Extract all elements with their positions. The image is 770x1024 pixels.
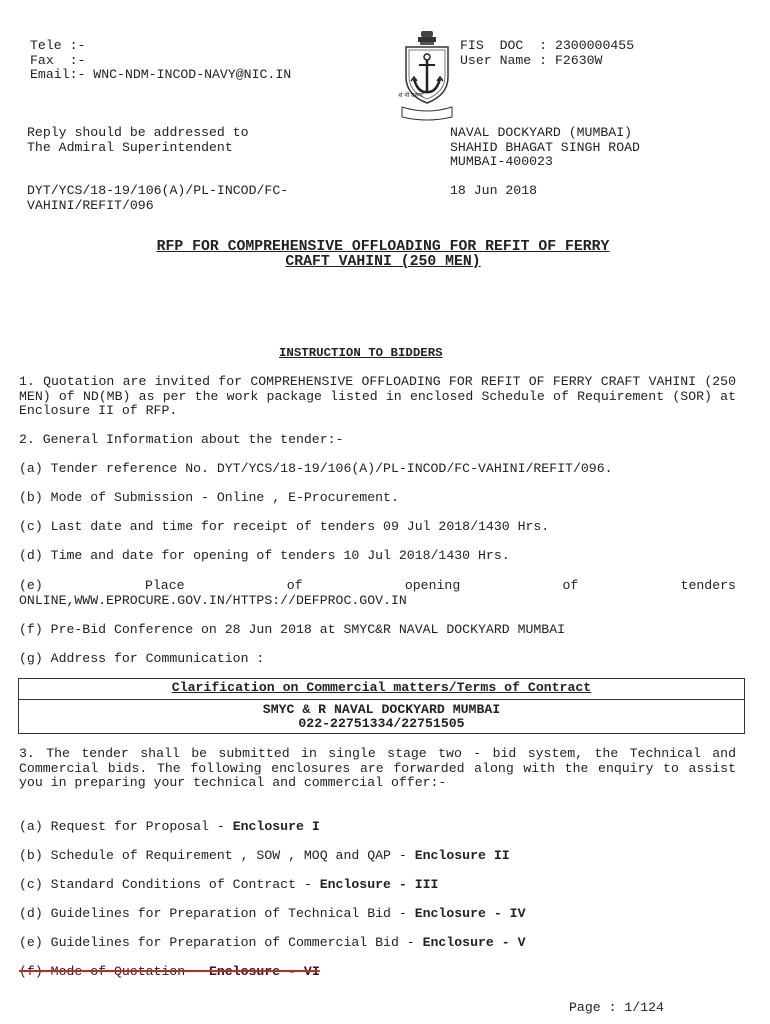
document-title-line-2: CRAFT VAHINI (250 MEN) — [285, 254, 481, 270]
item-a-tender-reference: (a) Tender reference No. DYT/YCS/18-19/106(A)/PL-INCOD/FC-VAHINI/REFIT/096. — [19, 461, 613, 476]
enclosure-item — [19, 820, 320, 835]
item-e-word: opening — [404, 578, 461, 593]
navy-emblem — [380, 14, 442, 106]
contact-table-heading: Clarification on Commercial matters/Terms of Contract — [19, 679, 744, 700]
letter-date: 18 Jun 2018 — [450, 183, 538, 198]
navy-crest-icon — [396, 29, 458, 121]
fis-doc: FIS DOC : 2300000455 — [460, 38, 635, 53]
item-c-last-date: (c) Last date and time for receipt of tenders 09 Jul 2018/1430 Hrs. — [19, 519, 550, 534]
enclosure-label: (d) Guidelines for Preparation of Technical Bid - — [19, 906, 415, 921]
fax-label: Fax :- — [30, 53, 86, 68]
item-e-word: tenders — [680, 578, 736, 593]
enclosure-item-struck — [19, 965, 320, 980]
document-title-line-1: RFP FOR COMPREHENSIVE OFFLOADING FOR REFIT OF FERRY — [156, 239, 610, 255]
enclosure-item — [19, 849, 510, 864]
reply-line-1: Reply should be addressed to — [27, 125, 249, 140]
reference-line-2: VAHINI/REFIT/096 — [27, 198, 154, 213]
enclosure-ref: Enclosure - VI — [208, 964, 320, 979]
enclosure-label: (b) Schedule of Requirement , SOW , MOQ and QAP - — [19, 848, 415, 863]
address-line-3: MUMBAI-400023 — [450, 154, 553, 169]
enclosure-ref: Enclosure - V — [422, 935, 526, 950]
enclosure-item — [19, 907, 526, 922]
enclosure-item — [19, 936, 526, 951]
item-e-opening-place — [19, 579, 736, 594]
item-e-word: of — [562, 578, 579, 593]
address-line-1: NAVAL DOCKYARD (MUMBAI) — [450, 125, 633, 140]
tele-label: Tele :- — [30, 38, 86, 53]
paragraph-2: 2. General Information about the tender:- — [19, 432, 344, 447]
page-number: Page : 1/124 — [569, 1000, 664, 1015]
item-e-label: (e) — [19, 578, 43, 593]
paragraph-3: 3. The tender shall be submitted in single stage two - bid system, the Technical and Commercial bids. The following enclosures are forwarded along with the enquiry to assist you in preparing your technical and commercial offer:- — [19, 746, 736, 791]
contact-table-body — [19, 700, 744, 733]
item-b-submission-mode: (b) Mode of Submission - Online , E-Procurement. — [19, 490, 399, 505]
item-e-line-2: ONLINE,WWW.EPROCURE.GOV.IN/HTTPS://DEFPROC.GOV.IN — [19, 593, 407, 608]
item-e-word: Place — [144, 578, 185, 593]
item-e-word: of — [286, 578, 303, 593]
enclosure-label: (e) Guidelines for Preparation of Commercial Bid - — [19, 935, 423, 950]
email-line: Email:- WNC-NDM-INCOD-NAVY@NIC.IN — [30, 67, 292, 82]
address-line-2: SHAHID BHAGAT SINGH ROAD — [450, 140, 640, 155]
user-name: User Name : F2630W — [460, 53, 603, 68]
enclosure-label: (a) Request for Proposal - — [19, 819, 233, 834]
enclosure-ref: Enclosure - III — [319, 877, 439, 892]
contact-phone: 022-22751334/22751505 — [298, 716, 465, 731]
enclosure-ref: Enclosure - IV — [414, 906, 526, 921]
reference-line-1: DYT/YCS/18-19/106(A)/PL-INCOD/FC- — [27, 183, 289, 198]
enclosure-label: (c) Standard Conditions of Contract - — [19, 877, 320, 892]
reply-line-2: The Admiral Superintendent — [27, 140, 233, 155]
enclosure-item — [19, 878, 438, 893]
item-g-address: (g) Address for Communication : — [19, 651, 265, 666]
enclosure-label: (f) Mode of Quotation - — [19, 964, 209, 979]
item-d-opening-date: (d) Time and date for opening of tenders 10 Jul 2018/1430 Hrs. — [19, 548, 510, 563]
item-f-prebid-conference: (f) Pre-Bid Conference on 28 Jun 2018 at SMYC&R NAVAL DOCKYARD MUMBAI — [19, 622, 566, 637]
enclosure-ref: Enclosure II — [414, 848, 510, 863]
instructions-heading: INSTRUCTION TO BIDDERS — [279, 346, 443, 360]
paragraph-1: 1. Quotation are invited for COMPREHENSIVE OFFLOADING FOR REFIT OF FERRY CRAFT VAHINI (250 MEN) of ND(MB) as per the work package listed in enclosed Schedule of Requirement (SOR) at Enclosure II of RFP. — [19, 374, 736, 419]
enclosure-ref: Enclosure I — [232, 819, 320, 834]
contact-office: SMYC & R NAVAL DOCKYARD MUMBAI — [262, 702, 501, 717]
contact-table — [18, 678, 745, 734]
emblem-motto: शं नो वरुणः — [398, 92, 424, 99]
